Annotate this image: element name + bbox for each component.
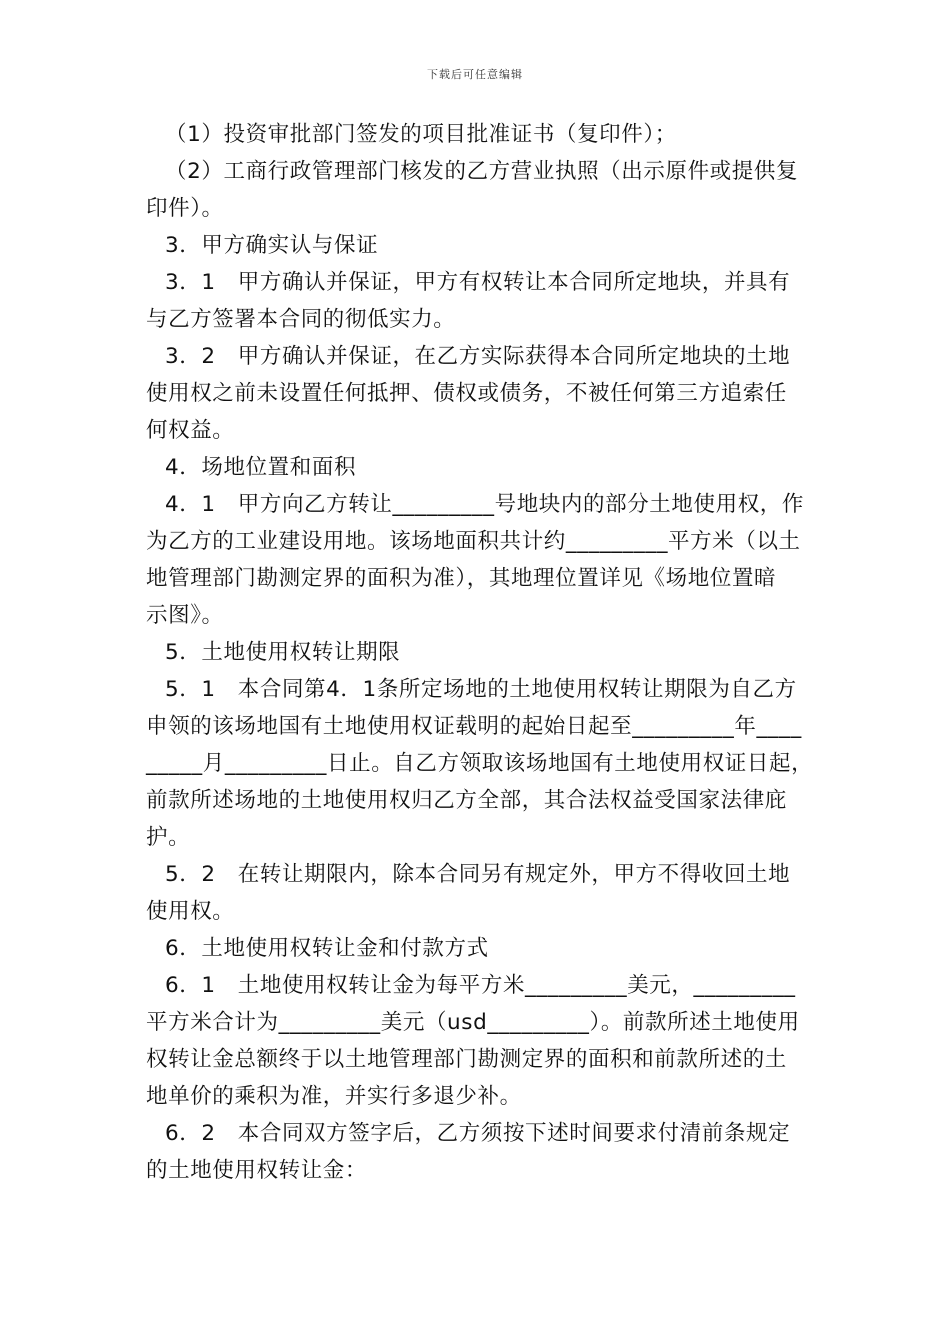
text-line: 护。 — [146, 825, 191, 850]
section-heading: 5．土地使用权转让期限 — [165, 640, 401, 665]
text-line: 前款所述场地的土地使用权归乙方全部，其合法权益受国家法律庇 — [146, 788, 787, 813]
section-heading: 3．甲方确实认与保证 — [165, 233, 379, 258]
text-line: 5．2 在转让期限内，除本合同另有规定外，甲方不得收回土地 — [165, 862, 791, 887]
section-heading: 4．场地位置和面积 — [165, 455, 357, 480]
text-line: 申领的该场地国有土地使用权证载明的起始日起至_________年____ — [146, 714, 802, 739]
text-line: 为乙方的工业建设用地。该场地面积共计约_________平方米（以土 — [146, 529, 801, 554]
text-line: 3．2 甲方确认并保证，在乙方实际获得本合同所定地块的土地 — [165, 344, 791, 369]
text-line: 印件）。 — [146, 196, 224, 221]
text-line: 5．1 本合同第4．1条所定场地的土地使用权转让期限为自乙方 — [165, 677, 797, 702]
text-line: （2）工商行政管理部门核发的乙方营业执照（出示原件或提供复 — [165, 159, 799, 184]
text-line: 与乙方签署本合同的彻低实力。 — [146, 307, 456, 332]
text-line: 使用权之前未设置任何抵押、债权或债务，不被任何第三方追索任 — [146, 381, 787, 406]
text-line: 地管理部门勘测定界的面积为准），其地理位置详见《场地位置暗 — [146, 566, 777, 591]
text-line: 6．1 土地使用权转让金为每平方米_________美元，_________ — [165, 973, 796, 998]
text-line: 何权益。 — [146, 418, 235, 443]
text-line: （1）投资审批部门签发的项目批准证书（复印件）； — [165, 122, 677, 147]
text-line: 示图》。 — [146, 603, 224, 628]
text-line: 使用权。 — [146, 899, 235, 924]
section-heading: 6．土地使用权转让金和付款方式 — [165, 936, 489, 961]
text-line: _____月_________日止。自乙方领取该场地国有土地使用权证日起， — [146, 751, 814, 776]
text-line: 平方米合计为_________美元（usd_________）。前款所述土地使用 — [146, 1010, 800, 1035]
text-line: 6．2 本合同双方签字后，乙方须按下述时间要求付清前条规定 — [165, 1121, 791, 1146]
text-line: 地单价的乘积为准，并实行多退少补。 — [146, 1084, 522, 1109]
text-line: 4．1 甲方向乙方转让_________号地块内的部分土地使用权，作 — [165, 492, 805, 517]
text-line: 3．1 甲方确认并保证，甲方有权转让本合同所定地块，并具有 — [165, 270, 791, 295]
text-line: 权转让金总额终于以土地管理部门勘测定界的面积和前款所述的土 — [146, 1047, 787, 1072]
text-line: 的土地使用权转让金： — [146, 1158, 368, 1183]
page-header: 下载后可任意编辑 — [427, 68, 523, 81]
